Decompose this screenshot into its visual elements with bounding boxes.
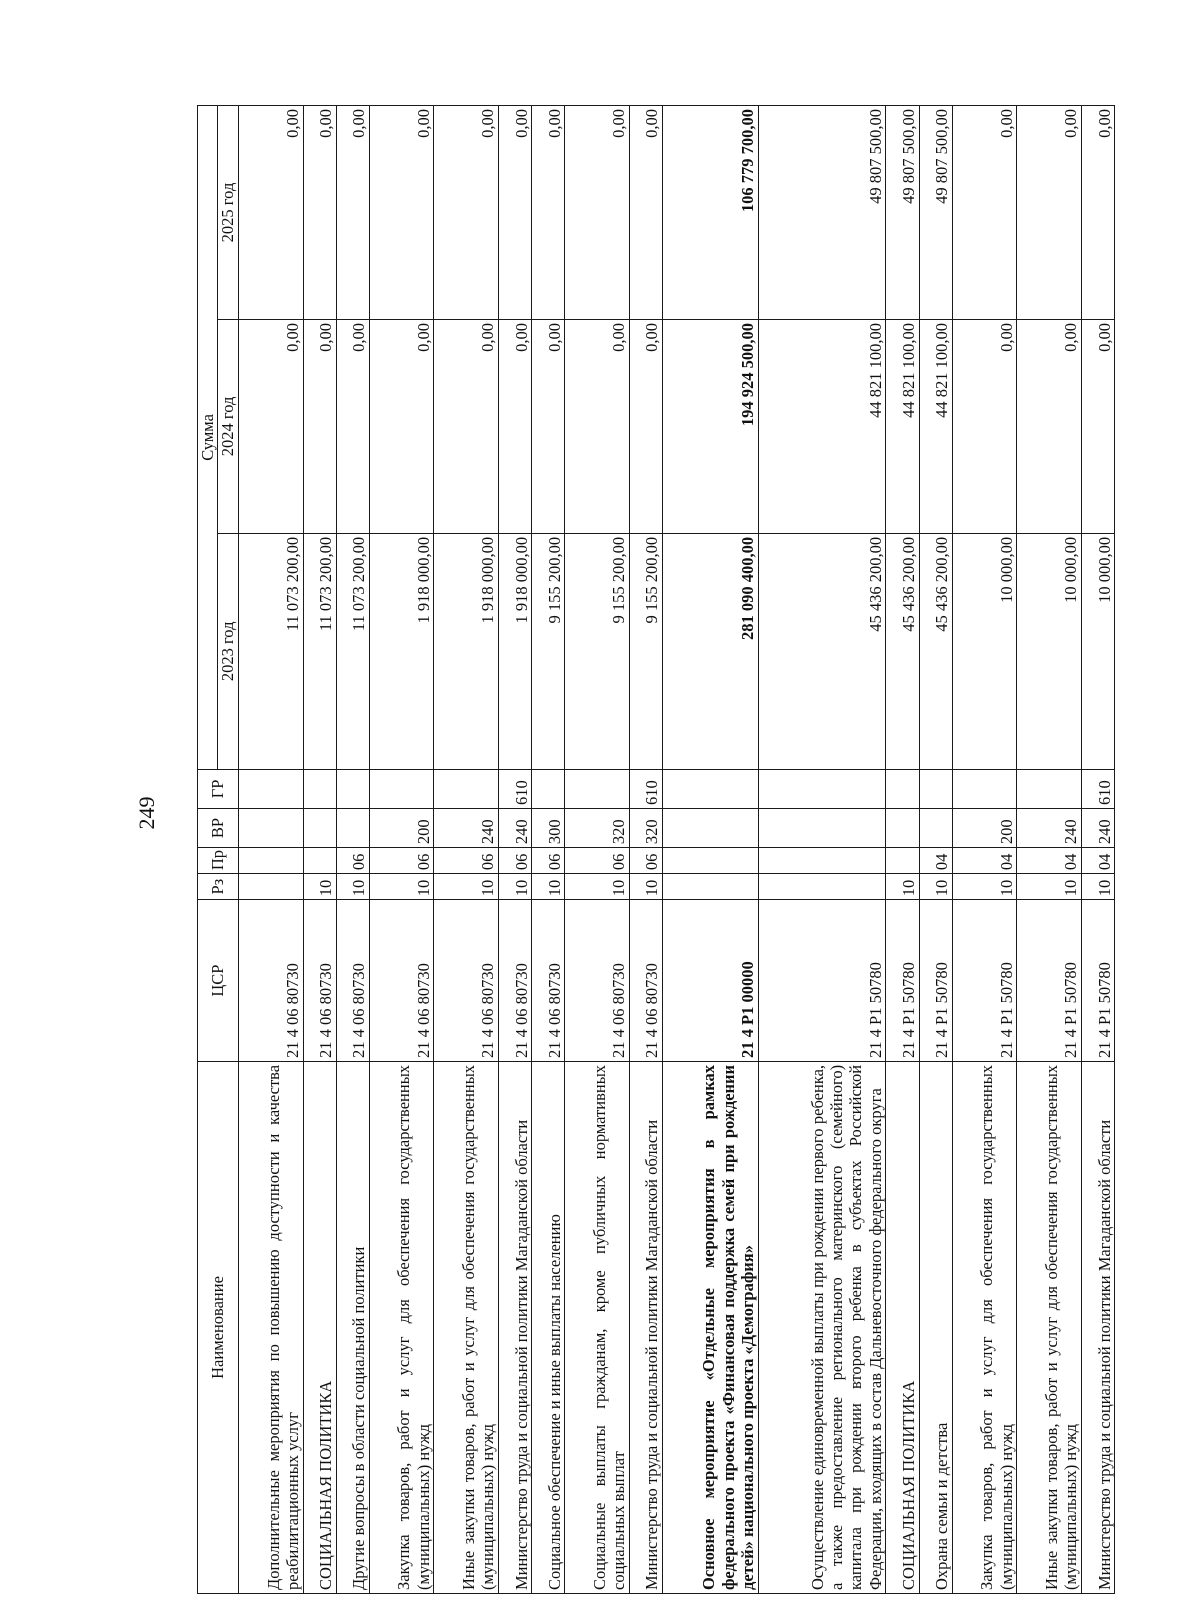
table-body: [238, 106, 1114, 1594]
cell-2023: 45 436 200,00: [919, 533, 952, 769]
cell-gr: [919, 769, 952, 808]
cell-pr: 06: [336, 848, 369, 874]
cell-pr: [758, 848, 886, 874]
cell-gr: [238, 769, 303, 808]
cell-name: Социальное обеспечение и иные выплаты населению: [532, 1061, 565, 1593]
cell-rz: [662, 874, 758, 900]
cell-vr: [303, 808, 336, 847]
cell-gr: [952, 769, 1017, 808]
cell-2025: 0,00: [1017, 106, 1082, 320]
cell-rz: [238, 874, 303, 900]
table-row: [565, 106, 630, 1594]
cell-gr: [303, 769, 336, 808]
cell-vr: [758, 808, 886, 847]
cell-vr: 320: [565, 808, 630, 847]
cell-2023: 11 073 200,00: [336, 533, 369, 769]
cell-pr: 06: [629, 848, 662, 874]
cell-2023: 45 436 200,00: [886, 533, 919, 769]
cell-gr: [565, 769, 630, 808]
cell-2025: 0,00: [369, 106, 434, 320]
cell-name: Министерство труда и социальной политики Магаданской области: [1081, 1061, 1114, 1593]
cell-rz: 10: [1017, 874, 1082, 900]
table-row: [336, 106, 369, 1594]
cell-2024: 0,00: [565, 319, 630, 533]
cell-rz: [758, 874, 886, 900]
cell-rz: 10: [565, 874, 630, 900]
cell-2023: 10 000,00: [1017, 533, 1082, 769]
cell-2024: 0,00: [629, 319, 662, 533]
cell-2025: 0,00: [238, 106, 303, 320]
cell-2025: 49 807 500,00: [886, 106, 919, 320]
table-row: [303, 106, 336, 1594]
cell-2023: 9 155 200,00: [629, 533, 662, 769]
cell-rz: 10: [919, 874, 952, 900]
cell-2025: 0,00: [303, 106, 336, 320]
table-row: [238, 106, 303, 1594]
cell-csr: 21 4 P1 50780: [758, 900, 886, 1062]
cell-gr: [758, 769, 886, 808]
cell-gr: [434, 769, 499, 808]
cell-csr: 21 4 P1 50780: [919, 900, 952, 1062]
cell-2025: 0,00: [336, 106, 369, 320]
cell-pr: 06: [498, 848, 531, 874]
cell-csr: 21 4 P1 50780: [1017, 900, 1082, 1062]
cell-gr: 610: [498, 769, 531, 808]
cell-pr: 06: [532, 848, 565, 874]
cell-rz: 10: [303, 874, 336, 900]
cell-vr: [919, 808, 952, 847]
cell-pr: 06: [565, 848, 630, 874]
budget-table: [197, 105, 1115, 1594]
cell-2025: 0,00: [1081, 106, 1114, 320]
cell-2024: 0,00: [303, 319, 336, 533]
header-2025: 2025 год: [218, 106, 238, 320]
cell-2024: 0,00: [1017, 319, 1082, 533]
table-row: [662, 106, 758, 1594]
table-row: [1081, 106, 1114, 1594]
cell-name: Осуществление единовременной выплаты при рождении первого ребенка, а также предоставление регионального материнского (семейного) капитала при рождении второго ребенка в субъектах Российской Федерации, входящих в состав Дальневосточного федерального округа: [758, 1061, 886, 1593]
cell-2024: 194 924 500,00: [662, 319, 758, 533]
cell-2023: 45 436 200,00: [758, 533, 886, 769]
rotated-table-container: [197, 105, 1115, 1594]
cell-vr: 240: [498, 808, 531, 847]
table-header: [198, 106, 239, 1594]
table-row: [532, 106, 565, 1594]
cell-2023: 1 918 000,00: [434, 533, 499, 769]
cell-rz: 10: [434, 874, 499, 900]
cell-csr: 21 4 06 80730: [303, 900, 336, 1062]
cell-csr: 21 4 06 80730: [434, 900, 499, 1062]
cell-2024: 44 821 100,00: [758, 319, 886, 533]
cell-2025: 0,00: [629, 106, 662, 320]
cell-gr: [1017, 769, 1082, 808]
cell-rz: 10: [886, 874, 919, 900]
header-pr: Пр: [198, 848, 239, 874]
cell-2023: 10 000,00: [1081, 533, 1114, 769]
cell-pr: 06: [369, 848, 434, 874]
cell-csr: 21 4 P1 50780: [952, 900, 1017, 1062]
cell-csr: 21 4 P1 00000: [662, 900, 758, 1062]
cell-vr: 240: [1081, 808, 1114, 847]
cell-2024: 0,00: [369, 319, 434, 533]
cell-name: СОЦИАЛЬНАЯ ПОЛИТИКА: [303, 1061, 336, 1593]
cell-2024: 0,00: [238, 319, 303, 533]
cell-csr: 21 4 P1 50780: [1081, 900, 1114, 1062]
table-row: [434, 106, 499, 1594]
cell-name: Социальные выплаты гражданам, кроме публичных нормативных социальных выплат: [565, 1061, 630, 1593]
cell-2024: 0,00: [1081, 319, 1114, 533]
cell-2024: 0,00: [498, 319, 531, 533]
table-row: [629, 106, 662, 1594]
cell-gr: 610: [629, 769, 662, 808]
cell-2025: 0,00: [532, 106, 565, 320]
table-viewport: [197, 105, 1115, 1594]
cell-2025: 0,00: [952, 106, 1017, 320]
cell-2023: 1 918 000,00: [369, 533, 434, 769]
cell-2024: 0,00: [952, 319, 1017, 533]
cell-2024: 0,00: [532, 319, 565, 533]
cell-2023: 1 918 000,00: [498, 533, 531, 769]
table-row: [1017, 106, 1082, 1594]
cell-2024: 44 821 100,00: [886, 319, 919, 533]
table-row: [758, 106, 886, 1594]
page-number: 249: [134, 796, 159, 830]
cell-2025: 49 807 500,00: [758, 106, 886, 320]
cell-pr: [886, 848, 919, 874]
cell-name: Другие вопросы в области социальной политики: [336, 1061, 369, 1593]
cell-gr: [336, 769, 369, 808]
cell-pr: 04: [919, 848, 952, 874]
header-2023: 2023 год: [218, 533, 238, 769]
cell-2025: 0,00: [498, 106, 531, 320]
cell-name: Дополнительные мероприятия по повышению доступности и качества реабилитационных услуг: [238, 1061, 303, 1593]
cell-rz: 10: [952, 874, 1017, 900]
cell-gr: [886, 769, 919, 808]
cell-vr: [238, 808, 303, 847]
cell-pr: [238, 848, 303, 874]
cell-csr: 21 4 06 80730: [336, 900, 369, 1062]
cell-name: Закупка товаров, работ и услуг для обеспечения государственных (муниципальных) нужд: [952, 1061, 1017, 1593]
cell-vr: [662, 808, 758, 847]
cell-pr: 06: [434, 848, 499, 874]
table-row: [886, 106, 919, 1594]
cell-2024: 0,00: [336, 319, 369, 533]
cell-gr: [532, 769, 565, 808]
cell-name: Министерство труда и социальной политики Магаданской области: [629, 1061, 662, 1593]
cell-name: Иные закупки товаров, работ и услуг для обеспечения государственных (муниципальных) нужд: [434, 1061, 499, 1593]
cell-2025: 49 807 500,00: [919, 106, 952, 320]
cell-pr: 04: [1081, 848, 1114, 874]
table-row: [952, 106, 1017, 1594]
cell-csr: 21 4 06 80730: [565, 900, 630, 1062]
cell-2023: 10 000,00: [952, 533, 1017, 769]
cell-rz: 10: [498, 874, 531, 900]
table-row: [919, 106, 952, 1594]
cell-pr: 04: [952, 848, 1017, 874]
cell-2023: 281 090 400,00: [662, 533, 758, 769]
cell-vr: 300: [532, 808, 565, 847]
cell-gr: 610: [1081, 769, 1114, 808]
header-vr: ВР: [198, 808, 239, 847]
cell-csr: 21 4 06 80730: [629, 900, 662, 1062]
header-gr: ГР: [198, 769, 239, 808]
cell-vr: [886, 808, 919, 847]
cell-csr: 21 4 P1 50780: [886, 900, 919, 1062]
cell-2025: 0,00: [565, 106, 630, 320]
cell-2023: 9 155 200,00: [532, 533, 565, 769]
cell-name: Охрана семьи и детства: [919, 1061, 952, 1593]
cell-csr: 21 4 06 80730: [238, 900, 303, 1062]
cell-name: Основное мероприятие «Отдельные мероприятия в рамках федерального проекта «Финансовая поддержка семей при рождении детей» национального проекта «Демография»: [662, 1061, 758, 1593]
cell-2023: 11 073 200,00: [303, 533, 336, 769]
cell-vr: 320: [629, 808, 662, 847]
cell-gr: [662, 769, 758, 808]
cell-2025: 0,00: [434, 106, 499, 320]
cell-vr: 200: [369, 808, 434, 847]
cell-2024: 0,00: [434, 319, 499, 533]
header-sum: Сумма: [198, 106, 218, 770]
header-name: Наименование: [198, 1061, 239, 1593]
cell-rz: 10: [629, 874, 662, 900]
cell-pr: 04: [1017, 848, 1082, 874]
cell-vr: [336, 808, 369, 847]
cell-pr: [303, 848, 336, 874]
header-csr: ЦСР: [198, 900, 239, 1062]
cell-rz: 10: [532, 874, 565, 900]
cell-name: Иные закупки товаров, работ и услуг для обеспечения государственных (муниципальных) нужд: [1017, 1061, 1082, 1593]
cell-vr: 240: [434, 808, 499, 847]
cell-gr: [369, 769, 434, 808]
cell-name: Министерство труда и социальной политики Магаданской области: [498, 1061, 531, 1593]
cell-rz: 10: [1081, 874, 1114, 900]
cell-csr: 21 4 06 80730: [369, 900, 434, 1062]
cell-vr: 240: [1017, 808, 1082, 847]
cell-vr: 200: [952, 808, 1017, 847]
cell-2023: 11 073 200,00: [238, 533, 303, 769]
table-row: [369, 106, 434, 1594]
cell-pr: [662, 848, 758, 874]
header-2024: 2024 год: [218, 319, 238, 533]
table-row: [498, 106, 531, 1594]
header-rz: Рз: [198, 874, 239, 900]
cell-name: Закупка товаров, работ и услуг для обеспечения государственных (муниципальных) нужд: [369, 1061, 434, 1593]
cell-csr: 21 4 06 80730: [532, 900, 565, 1062]
cell-2025: 106 779 700,00: [662, 106, 758, 320]
cell-rz: 10: [336, 874, 369, 900]
cell-rz: 10: [369, 874, 434, 900]
cell-csr: 21 4 06 80730: [498, 900, 531, 1062]
cell-2023: 9 155 200,00: [565, 533, 630, 769]
cell-name: СОЦИАЛЬНАЯ ПОЛИТИКА: [886, 1061, 919, 1593]
cell-2024: 44 821 100,00: [919, 319, 952, 533]
